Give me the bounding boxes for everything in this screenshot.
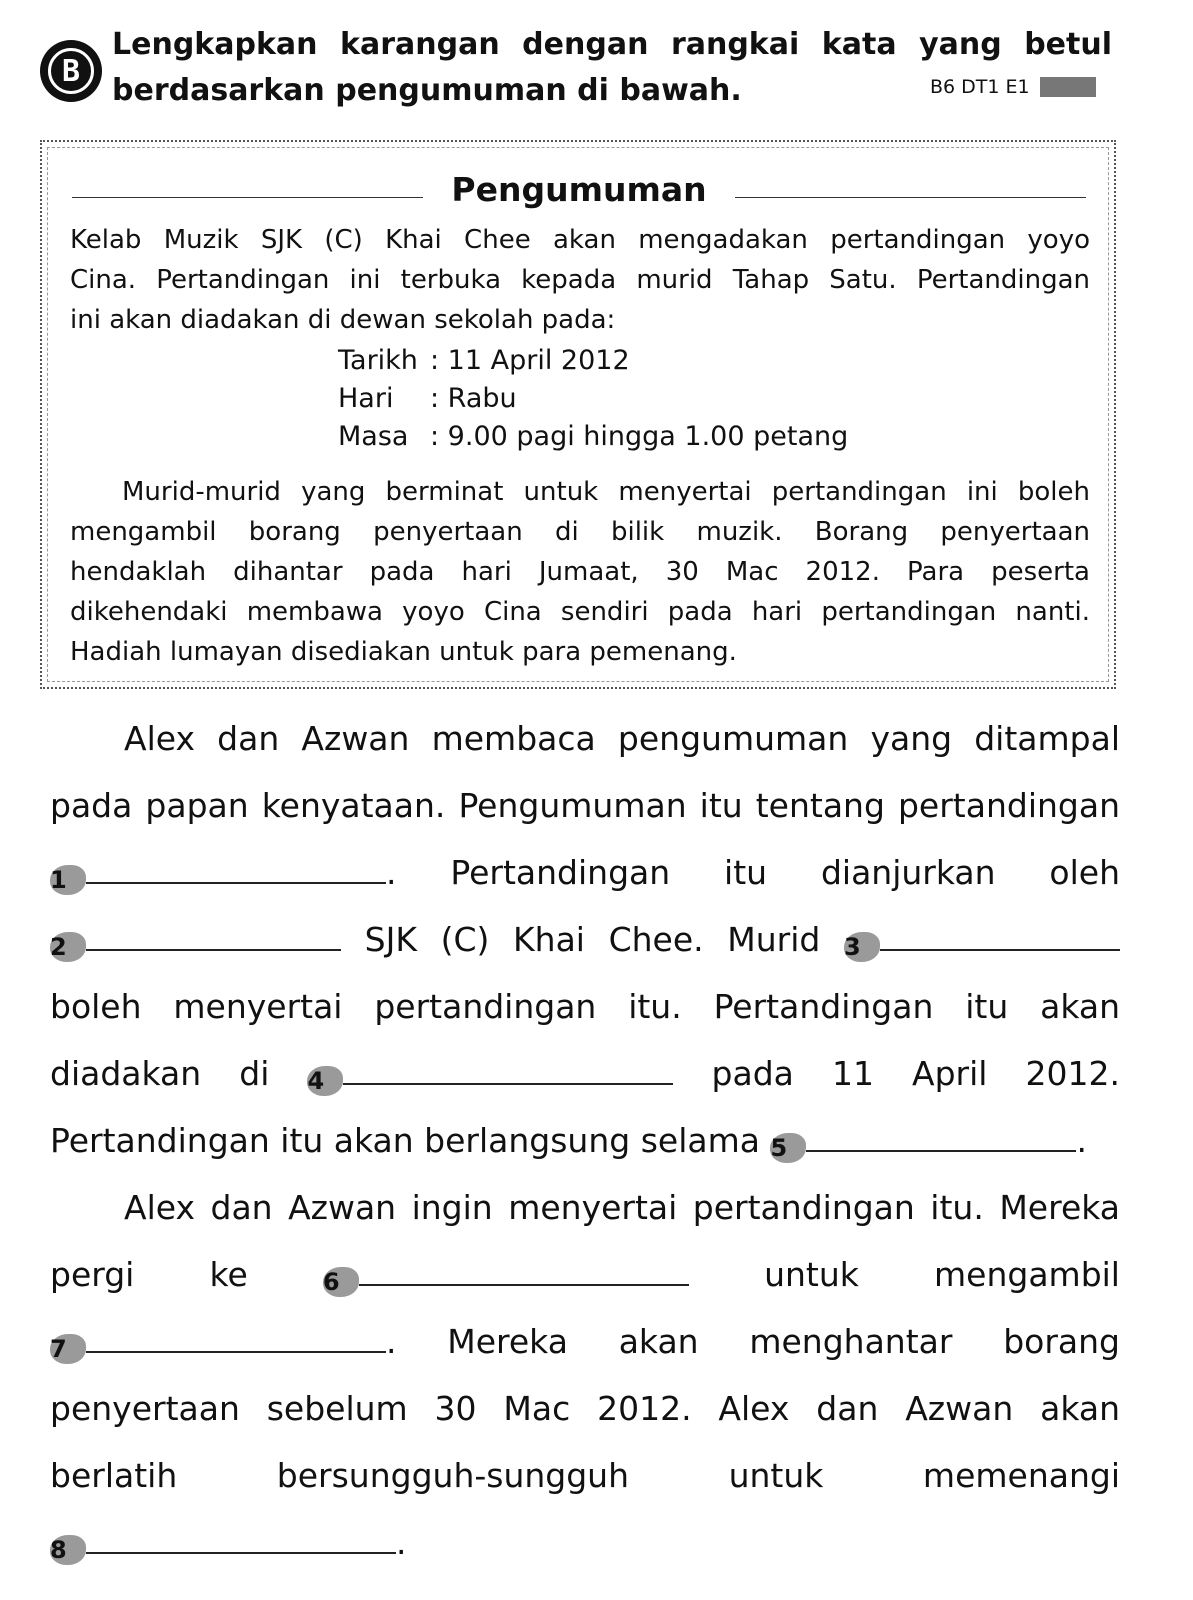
blank-number-badge: 4 bbox=[307, 1066, 343, 1096]
text-line: Cina. Pertandingan ini terbuka kepada murid Tahap Satu. Pertandingan bbox=[70, 265, 1090, 295]
detail-label: Hari bbox=[338, 383, 394, 414]
essay-text: Alex dan Azwan membaca pengumuman yang ditampal bbox=[124, 719, 1120, 758]
exercise-code bbox=[930, 76, 1096, 98]
essay-line bbox=[50, 1509, 1120, 1576]
instruction bbox=[112, 22, 1112, 114]
announcement-box bbox=[40, 140, 1116, 689]
essay-line bbox=[50, 705, 1120, 772]
detail-value: : 9.00 pagi hingga 1.00 petang bbox=[430, 421, 849, 452]
answer-line[interactable] bbox=[806, 1149, 1076, 1152]
answer-line[interactable] bbox=[880, 948, 1120, 951]
blank-number-badge: 6 bbox=[323, 1267, 359, 1297]
blank-number-badge: 8 bbox=[50, 1535, 86, 1565]
announcement-header bbox=[72, 170, 1086, 209]
essay-line bbox=[50, 1241, 1120, 1308]
detail-value: : 11 April 2012 bbox=[430, 345, 630, 376]
code-text: B6 DT1 E1 bbox=[930, 76, 1030, 98]
essay-text: . bbox=[396, 1523, 407, 1562]
text-line: Kelab Muzik SJK (C) Khai Chee akan mengadakan pertandingan yoyo bbox=[70, 225, 1090, 255]
text-line: mengambil borang penyertaan di bilik muzik. Borang penyertaan bbox=[70, 517, 1090, 547]
answer-line[interactable] bbox=[86, 948, 341, 951]
essay-line bbox=[50, 1040, 1120, 1107]
instruction-line-1: Lengkapkan karangan dengan rangkai kata yang betul bbox=[112, 27, 1112, 62]
answer-line[interactable] bbox=[359, 1283, 689, 1286]
text-line: hendaklah dihantar pada hari Jumaat, 30 Mac 2012. Para peserta bbox=[70, 557, 1090, 587]
answer-blank-8[interactable] bbox=[50, 1509, 396, 1576]
instruction-line-2: berdasarkan pengumuman di bawah. bbox=[112, 73, 742, 108]
detail-label: Tarikh bbox=[338, 345, 418, 376]
essay-text: pergi ke bbox=[50, 1255, 323, 1294]
detail-row bbox=[338, 380, 848, 418]
answer-line[interactable] bbox=[86, 1551, 396, 1554]
detail-row bbox=[338, 418, 848, 456]
answer-blank-6[interactable] bbox=[323, 1241, 689, 1308]
essay-line bbox=[50, 839, 1120, 906]
essay bbox=[50, 705, 1120, 1576]
detail-label: Masa bbox=[338, 421, 409, 452]
essay-line bbox=[50, 906, 1120, 973]
answer-blank-5[interactable] bbox=[770, 1107, 1076, 1174]
answer-blank-7[interactable] bbox=[50, 1308, 386, 1375]
code-shade bbox=[1040, 77, 1096, 97]
essay-text: pada papan kenyataan. Pengumuman itu tentang pertandingan bbox=[50, 786, 1120, 825]
essay-text: diadakan di bbox=[50, 1054, 308, 1093]
essay-line bbox=[50, 1308, 1120, 1375]
divider bbox=[72, 197, 423, 198]
detail-row bbox=[338, 342, 848, 380]
section-badge bbox=[40, 40, 102, 102]
answer-line[interactable] bbox=[86, 1350, 386, 1353]
blank-number-badge: 7 bbox=[50, 1334, 86, 1364]
essay-text: pada 11 April 2012. bbox=[673, 1054, 1120, 1093]
announcement-para-1 bbox=[70, 220, 1090, 340]
answer-blank-1[interactable] bbox=[50, 839, 386, 906]
essay-text: . bbox=[1076, 1121, 1087, 1160]
essay-line bbox=[50, 1375, 1120, 1442]
answer-line[interactable] bbox=[86, 881, 386, 884]
blank-number-badge: 5 bbox=[770, 1133, 806, 1163]
answer-line[interactable] bbox=[343, 1082, 673, 1085]
essay-line bbox=[50, 1442, 1120, 1509]
divider bbox=[735, 197, 1086, 198]
answer-blank-3[interactable] bbox=[844, 906, 1120, 973]
essay-text: Pertandingan itu akan berlangsung selama bbox=[50, 1121, 771, 1160]
essay-line bbox=[50, 1107, 1120, 1174]
announcement-title: Pengumuman bbox=[451, 170, 707, 209]
blank-number-badge: 1 bbox=[50, 865, 86, 895]
essay-text: . Mereka akan menghantar borang bbox=[386, 1322, 1120, 1361]
essay-line bbox=[50, 772, 1120, 839]
essay-line bbox=[50, 1174, 1120, 1241]
text-line: Hadiah lumayan disediakan untuk para pemenang. bbox=[70, 637, 737, 667]
section-letter: B bbox=[48, 48, 94, 94]
essay-text: boleh menyertai pertandingan itu. Pertandingan itu akan bbox=[50, 987, 1120, 1026]
essay-line bbox=[50, 973, 1120, 1040]
detail-value: : Rabu bbox=[430, 383, 517, 414]
essay-text: Alex dan Azwan ingin menyertai pertandingan itu. Mereka bbox=[124, 1188, 1120, 1227]
text-line: ini akan diadakan di dewan sekolah pada: bbox=[70, 305, 616, 335]
essay-text: berlatih bersungguh-sungguh untuk memenangi bbox=[50, 1456, 1120, 1495]
event-details bbox=[338, 342, 848, 456]
essay-text: penyertaan sebelum 30 Mac 2012. Alex dan Azwan akan bbox=[50, 1389, 1120, 1428]
essay-text: untuk mengambil bbox=[688, 1255, 1120, 1294]
answer-blank-4[interactable] bbox=[307, 1040, 673, 1107]
text-line: Murid-murid yang berminat untuk menyertai pertandingan ini boleh bbox=[122, 477, 1090, 507]
essay-text: SJK (C) Khai Chee. Murid bbox=[341, 920, 844, 959]
announcement-para-2 bbox=[70, 472, 1090, 672]
blank-number-badge: 3 bbox=[844, 932, 880, 962]
answer-blank-2[interactable] bbox=[50, 906, 341, 973]
text-line: dikehendaki membawa yoyo Cina sendiri pada hari pertandingan nanti. bbox=[70, 597, 1090, 627]
blank-number-badge: 2 bbox=[50, 932, 86, 962]
essay-text: . Pertandingan itu dianjurkan oleh bbox=[386, 853, 1120, 892]
